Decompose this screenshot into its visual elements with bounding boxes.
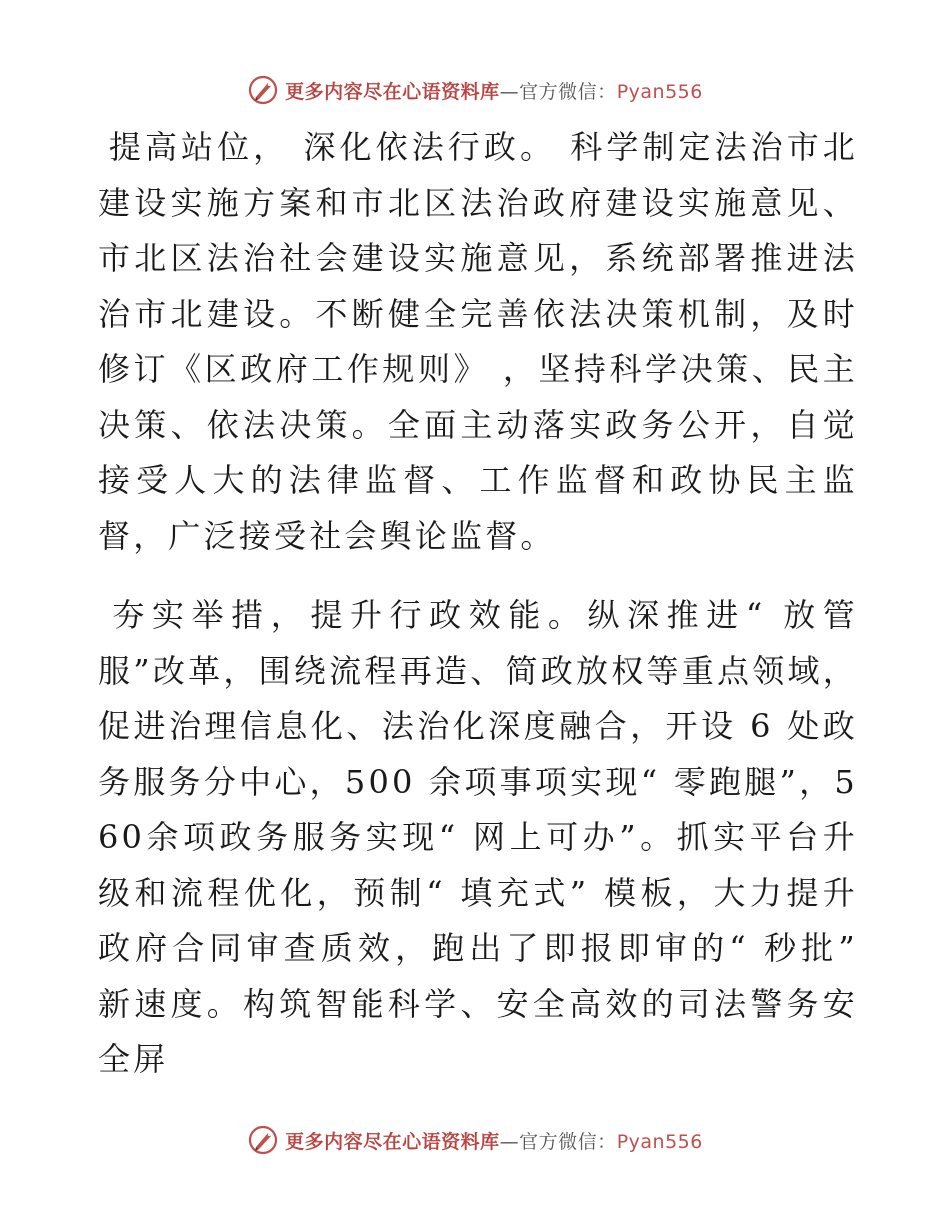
paragraph-1	[98, 120, 858, 564]
watermark-wechat-id: Pyan556	[616, 1130, 703, 1153]
watermark-text	[285, 77, 703, 104]
watermark-dash: —	[499, 80, 520, 103]
pen-logo-icon	[247, 1124, 279, 1156]
watermark-wechat-label: 官方微信：	[519, 80, 617, 103]
pen-logo-icon	[247, 74, 279, 106]
paragraph-1-text: 提高站位， 深化依法行政。 科学制定法治市北建设实施方案和市北区法治政府建设实施意见、市北区法治社会建设实施意见，系统部署推进法治市北建设。不断健全完善依法决策机制，及时修订《区政府工作规则》 ，坚持科学决策、民主决策、依法决策。全面主动落实政务公开，自觉接受人大的法律监督、工作监督和政协民主监督，广泛接受社会舆论监督。	[98, 128, 858, 555]
watermark-footer	[0, 1120, 950, 1160]
paragraph-2-text: 夯实举措，提升行政效能。纵深推进“ 放管服”改革，围绕流程再造、简政放权等重点领域，促进治理信息化、法治化深度融合，开设 6 处政务服务分中心，500 余项事项实现“ 零跑腿”，560余项政务服务实现“ 网上可办”。抓实平台升级和流程优化，预制“ 填充式” 模板，大力提升政府合同审查质效，跑出了即报即审的“ 秒批” 新速度。构筑智能科学、安全高效的司法警务安全屏	[98, 596, 858, 1078]
watermark-text	[285, 1127, 703, 1154]
watermark-wechat-id: Pyan556	[616, 80, 703, 103]
watermark-wechat-label: 官方微信：	[519, 1130, 617, 1153]
document-body	[98, 120, 858, 1088]
watermark-site-name: 更多内容尽在心语资料库	[285, 1130, 500, 1153]
paragraph-2	[98, 588, 858, 1088]
watermark-site-name: 更多内容尽在心语资料库	[285, 80, 500, 103]
watermark-header	[0, 70, 950, 110]
watermark-dash: —	[499, 1130, 520, 1153]
